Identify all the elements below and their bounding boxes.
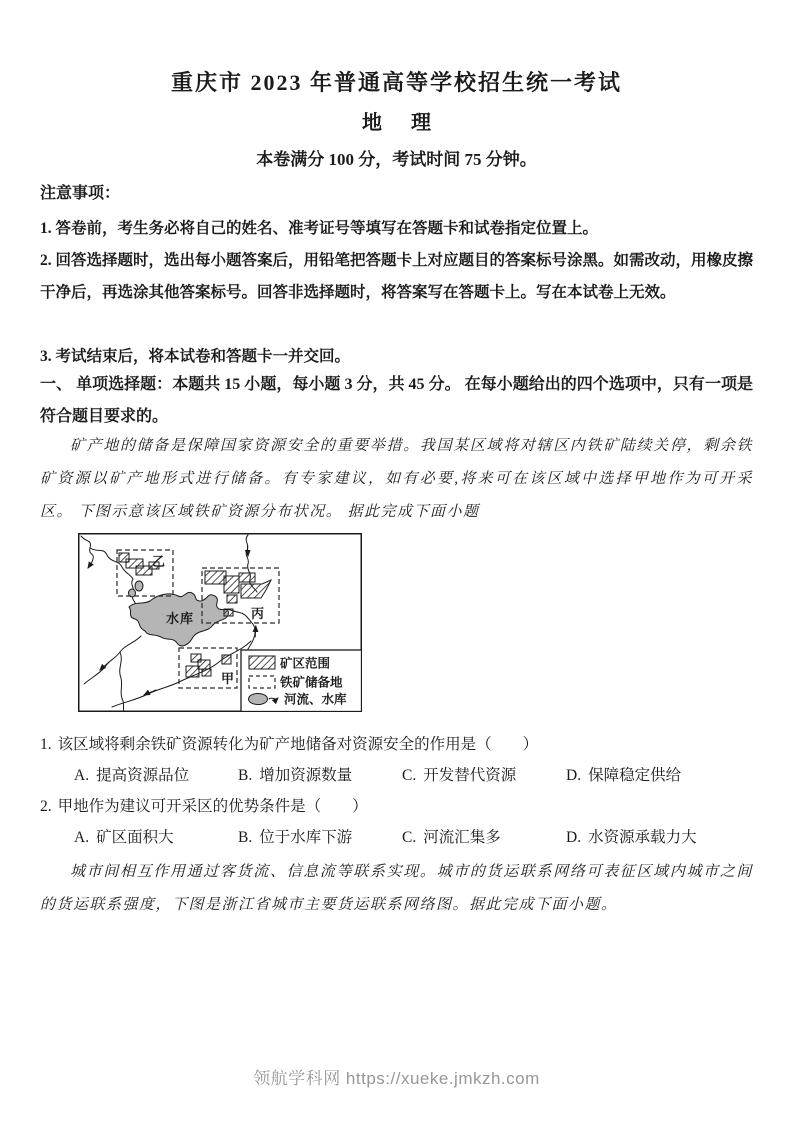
map-legend — [241, 650, 362, 712]
exam-info-line: 本卷满分 100 分，考试时间 75 分钟。 — [256, 150, 537, 169]
option-text: 增加资源数量 — [259, 767, 353, 784]
option-letter: D. — [566, 829, 582, 846]
legend-reservoir-icon — [249, 694, 268, 705]
option-letter: B. — [238, 829, 253, 846]
river-east-up-arrow — [255, 626, 256, 637]
option-letter: A. — [74, 829, 90, 846]
question-2-options — [40, 828, 753, 848]
question-2-text: 甲地作为建议可开采区的优势条件是（ ） — [57, 798, 368, 815]
reservoir-finger-1 — [135, 581, 143, 591]
question-2-option-d — [566, 828, 697, 848]
zone-label-jia: 甲 — [221, 671, 235, 686]
subject-title: 地 理 — [362, 112, 443, 134]
option-text: 保障稳定供给 — [588, 767, 682, 784]
question-2-number: 2. — [40, 798, 52, 815]
question-1-number: 1. — [40, 736, 52, 753]
zone-label-bing: 丙 — [251, 606, 265, 621]
notice-heading: 注意事项： — [40, 185, 121, 202]
legend-hatched-rect-icon — [249, 656, 275, 669]
reservoir-label: 水库 — [166, 611, 195, 626]
question-2-option-b — [238, 828, 402, 848]
question-1-option-a — [74, 766, 238, 786]
mine-jia-4 — [202, 669, 211, 676]
legend-label-mining-area: 矿区范围 — [280, 656, 331, 671]
section-1-heading: 一、 单项选择题：本题共 15 小题，每小题 3 分，共 45 分。 在每小题给出的四个选项中，只有一项是符合题目要求的。 — [40, 376, 753, 425]
option-text: 水资源承载力大 — [588, 829, 697, 846]
mine-bing-3 — [239, 573, 255, 582]
option-letter: D. — [566, 767, 582, 784]
watermark-text: 领航学科网 https://xueke.jmkzh.com — [253, 1069, 540, 1088]
option-text: 河流汇集多 — [423, 829, 501, 846]
legend-label-reserve-site: 铁矿储备地 — [280, 675, 343, 690]
notice-item-3: 3. 考试结束后，将本试卷和答题卡一并交回。 — [40, 348, 351, 365]
legend-label-river-reservoir: 河流、水库 — [284, 692, 347, 707]
option-letter: C. — [402, 829, 417, 846]
passage-mineral-reserve: 矿产地的储备是保障国家资源安全的重要举措。我国某区域将对辖区内铁矿陆续关停，剩余铁矿资源以矿产地形式进行储备。有专家建议，如有必要,将来可在该区域中选择甲地作为可开采区。 下图示意该区域铁矿资源分布状况。 据此完成下面小题 — [40, 438, 753, 520]
question-2-option-a — [74, 828, 238, 848]
mine-jia-3 — [186, 666, 199, 677]
option-letter: A. — [74, 767, 90, 784]
mine-bing-6 — [224, 609, 233, 616]
river-north-flow-arrow — [248, 546, 249, 556]
option-text: 开发替代资源 — [423, 767, 517, 784]
question-1 — [40, 735, 753, 755]
mine-bing-2 — [224, 576, 239, 593]
notice-item-2: 2. 回答选择题时，选出每小题答案后，用铅笔把答题卡上对应题目的答案标号涂黑。如需改动，用橡皮擦干净后，再选涂其他答案标号。回答非选择题时，将答案写在答题卡上。写在本试卷上无效。 — [40, 252, 754, 301]
question-2 — [40, 797, 753, 817]
option-text: 提高资源品位 — [96, 767, 190, 784]
option-text: 矿区面积大 — [96, 829, 174, 846]
question-1-text: 该区域将剩余铁矿资源转化为矿产地储备对资源安全的作用是（ ） — [57, 736, 539, 753]
question-2-option-c — [402, 828, 566, 848]
map-canvas — [78, 533, 362, 712]
question-1-options — [40, 766, 753, 786]
mine-bing-1 — [205, 571, 226, 584]
question-1-option-c — [402, 766, 566, 786]
option-letter: B. — [238, 767, 253, 784]
passage-freight-network: 城市间相互作用通过客货流、信息流等联系实现。城市的货运联系网络可表征区域内城市之间的货运联系强度，下图是浙江省城市主要货运联系网络图。据此完成下面小题。 — [40, 864, 753, 913]
mine-jia-5 — [222, 655, 231, 664]
question-1-option-b — [238, 766, 402, 786]
notice-item-1: 1. 答卷前，考生务必将自己的姓名、准考证号等填写在答题卡和试卷指定位置上。 — [40, 220, 599, 237]
zone-label-yi: 乙 — [152, 554, 166, 569]
option-text: 位于水库下游 — [259, 829, 353, 846]
question-1-option-d — [566, 766, 681, 786]
iron-ore-distribution-map — [78, 533, 362, 712]
page-title: 重庆市 2023 年普通高等学校招生统一考试 — [170, 70, 622, 95]
mine-jia-2 — [198, 660, 210, 669]
option-letter: C. — [402, 767, 417, 784]
mine-bing-5 — [227, 595, 237, 603]
